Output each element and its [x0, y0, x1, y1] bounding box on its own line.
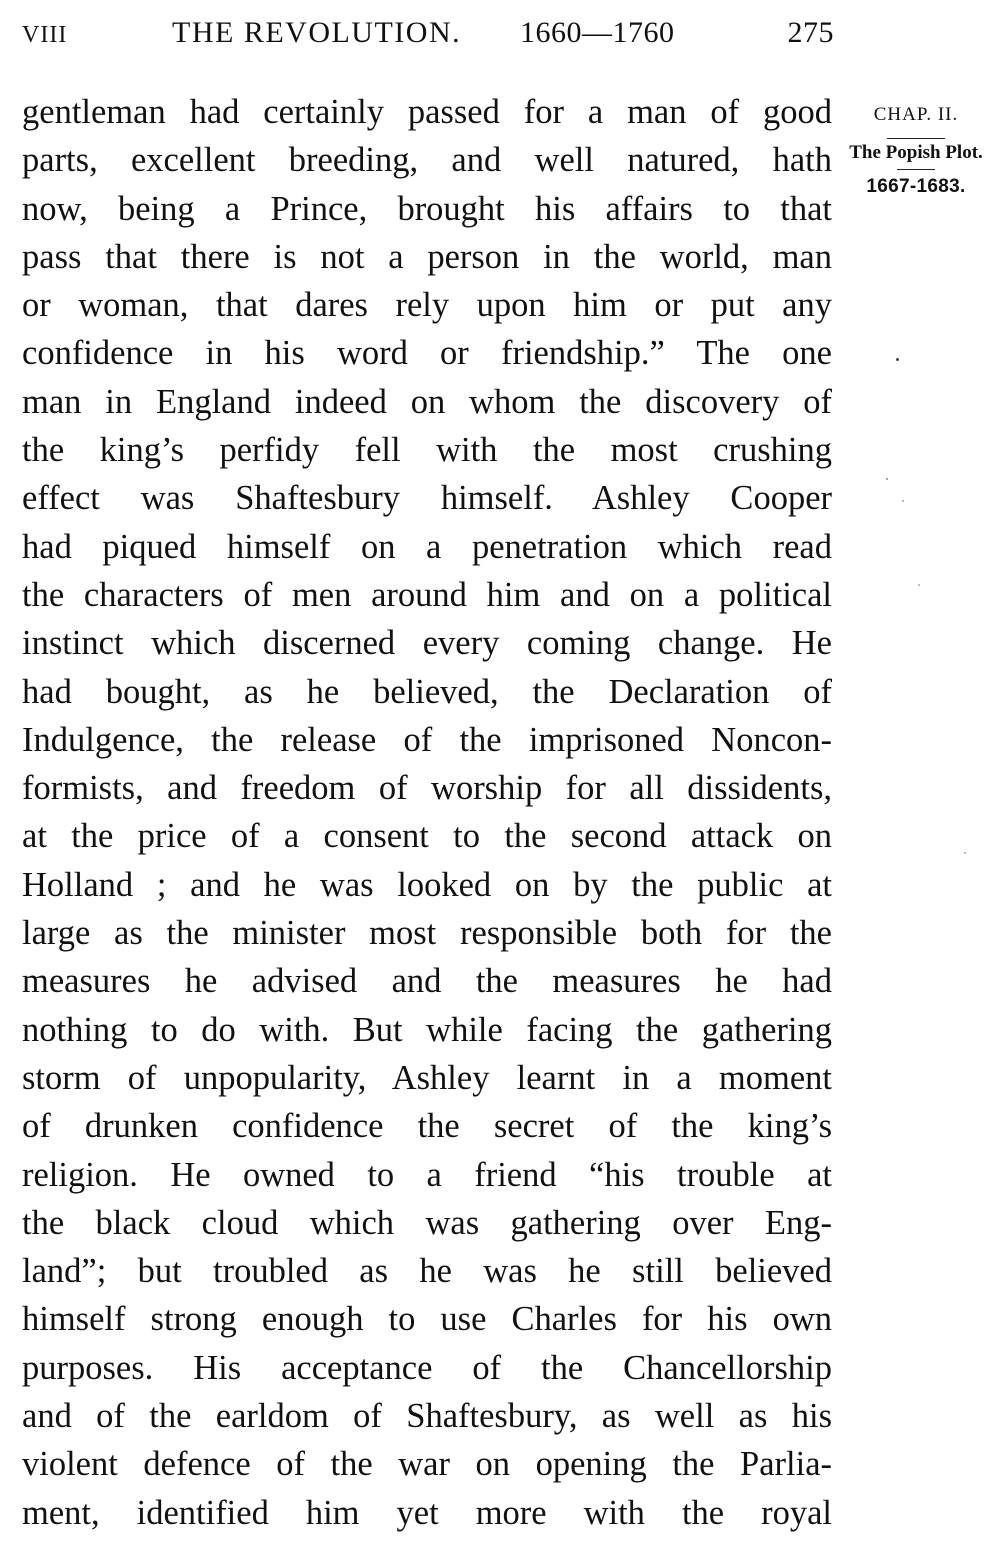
header-years: 1660—1760: [520, 16, 675, 49]
text-line: had bought, as he believed, the Declaration of: [22, 672, 832, 711]
text-line: now, being a Prince, brought his affairs to that: [22, 189, 832, 228]
header-chapter-numeral: VIII: [22, 22, 68, 48]
text-line: purposes. His acceptance of the Chancellorship: [22, 1348, 832, 1387]
text-line: Holland ; and he was looked on by the public at: [22, 865, 832, 904]
text-line: land”; but troubled as he was he still believed: [22, 1252, 832, 1291]
text-line: and of the earldom of Shaftesbury, as well as his: [22, 1397, 832, 1436]
text-line: instinct which discerned every coming change. He: [22, 624, 832, 663]
text-line: ment, identified him yet more with the royal: [22, 1493, 832, 1532]
text-line: large as the minister most responsible both for the: [22, 914, 832, 953]
text-line: gentleman had certainly passed for a man of good: [22, 93, 832, 131]
text-line: formists, and freedom of worship for all dissidents,: [22, 769, 832, 808]
scan-speck: [886, 478, 888, 480]
margin-rule: [887, 138, 945, 139]
text-line: violent defence of the war on opening the Parlia-: [22, 1445, 832, 1484]
body-text: [22, 88, 832, 1537]
scan-speck: [902, 500, 904, 502]
text-line: religion. He owned to a friend “his trouble at: [22, 1155, 832, 1194]
text-line: nothing to do with. But while facing the gathering: [22, 1010, 832, 1049]
text-line: storm of unpopularity, Ashley learnt in a moment: [22, 1058, 832, 1097]
text-line: parts, excellent breeding, and well natured, hath: [22, 141, 832, 180]
margin-chapter-label: CHAP. II.: [873, 104, 959, 125]
text-line: confidence in his word or friendship.” The one: [22, 334, 832, 373]
text-line: Indulgence, the release of the imprisoned Noncon-: [22, 720, 832, 759]
text-line: measures he advised and the measures he had: [22, 962, 832, 1001]
text-line: of drunken confidence the secret of the king’s: [22, 1107, 832, 1146]
scan-speck: [918, 584, 920, 586]
scan-speck: [964, 852, 966, 854]
text-line: or woman, that dares rely upon him or put any: [22, 286, 832, 325]
text-line: had piqued himself on a penetration which read: [22, 527, 832, 566]
text-line: pass that there is not a person in the world, man: [22, 237, 832, 276]
margin-note: [846, 104, 986, 198]
margin-dates: 1667-1683.: [866, 176, 966, 197]
scan-speck: [896, 358, 899, 361]
header-title: THE REVOLUTION.: [172, 16, 462, 49]
text-line: himself strong enough to use Charles for his own: [22, 1300, 832, 1339]
text-line: effect was Shaftesbury himself. Ashley Cooper: [22, 479, 832, 518]
margin-topic: The Popish Plot.: [849, 142, 983, 163]
text-line: the characters of men around him and on a political: [22, 575, 832, 614]
margin-rule: [897, 169, 935, 170]
running-header: [22, 16, 834, 62]
text-line: the king’s perfidy fell with the most crushing: [22, 431, 832, 470]
page-number: 275: [787, 16, 834, 49]
text-line: the black cloud which was gathering over Eng-: [22, 1203, 832, 1242]
text-line: at the price of a consent to the second attack on: [22, 817, 832, 856]
text-line: man in England indeed on whom the discovery of: [22, 382, 832, 421]
